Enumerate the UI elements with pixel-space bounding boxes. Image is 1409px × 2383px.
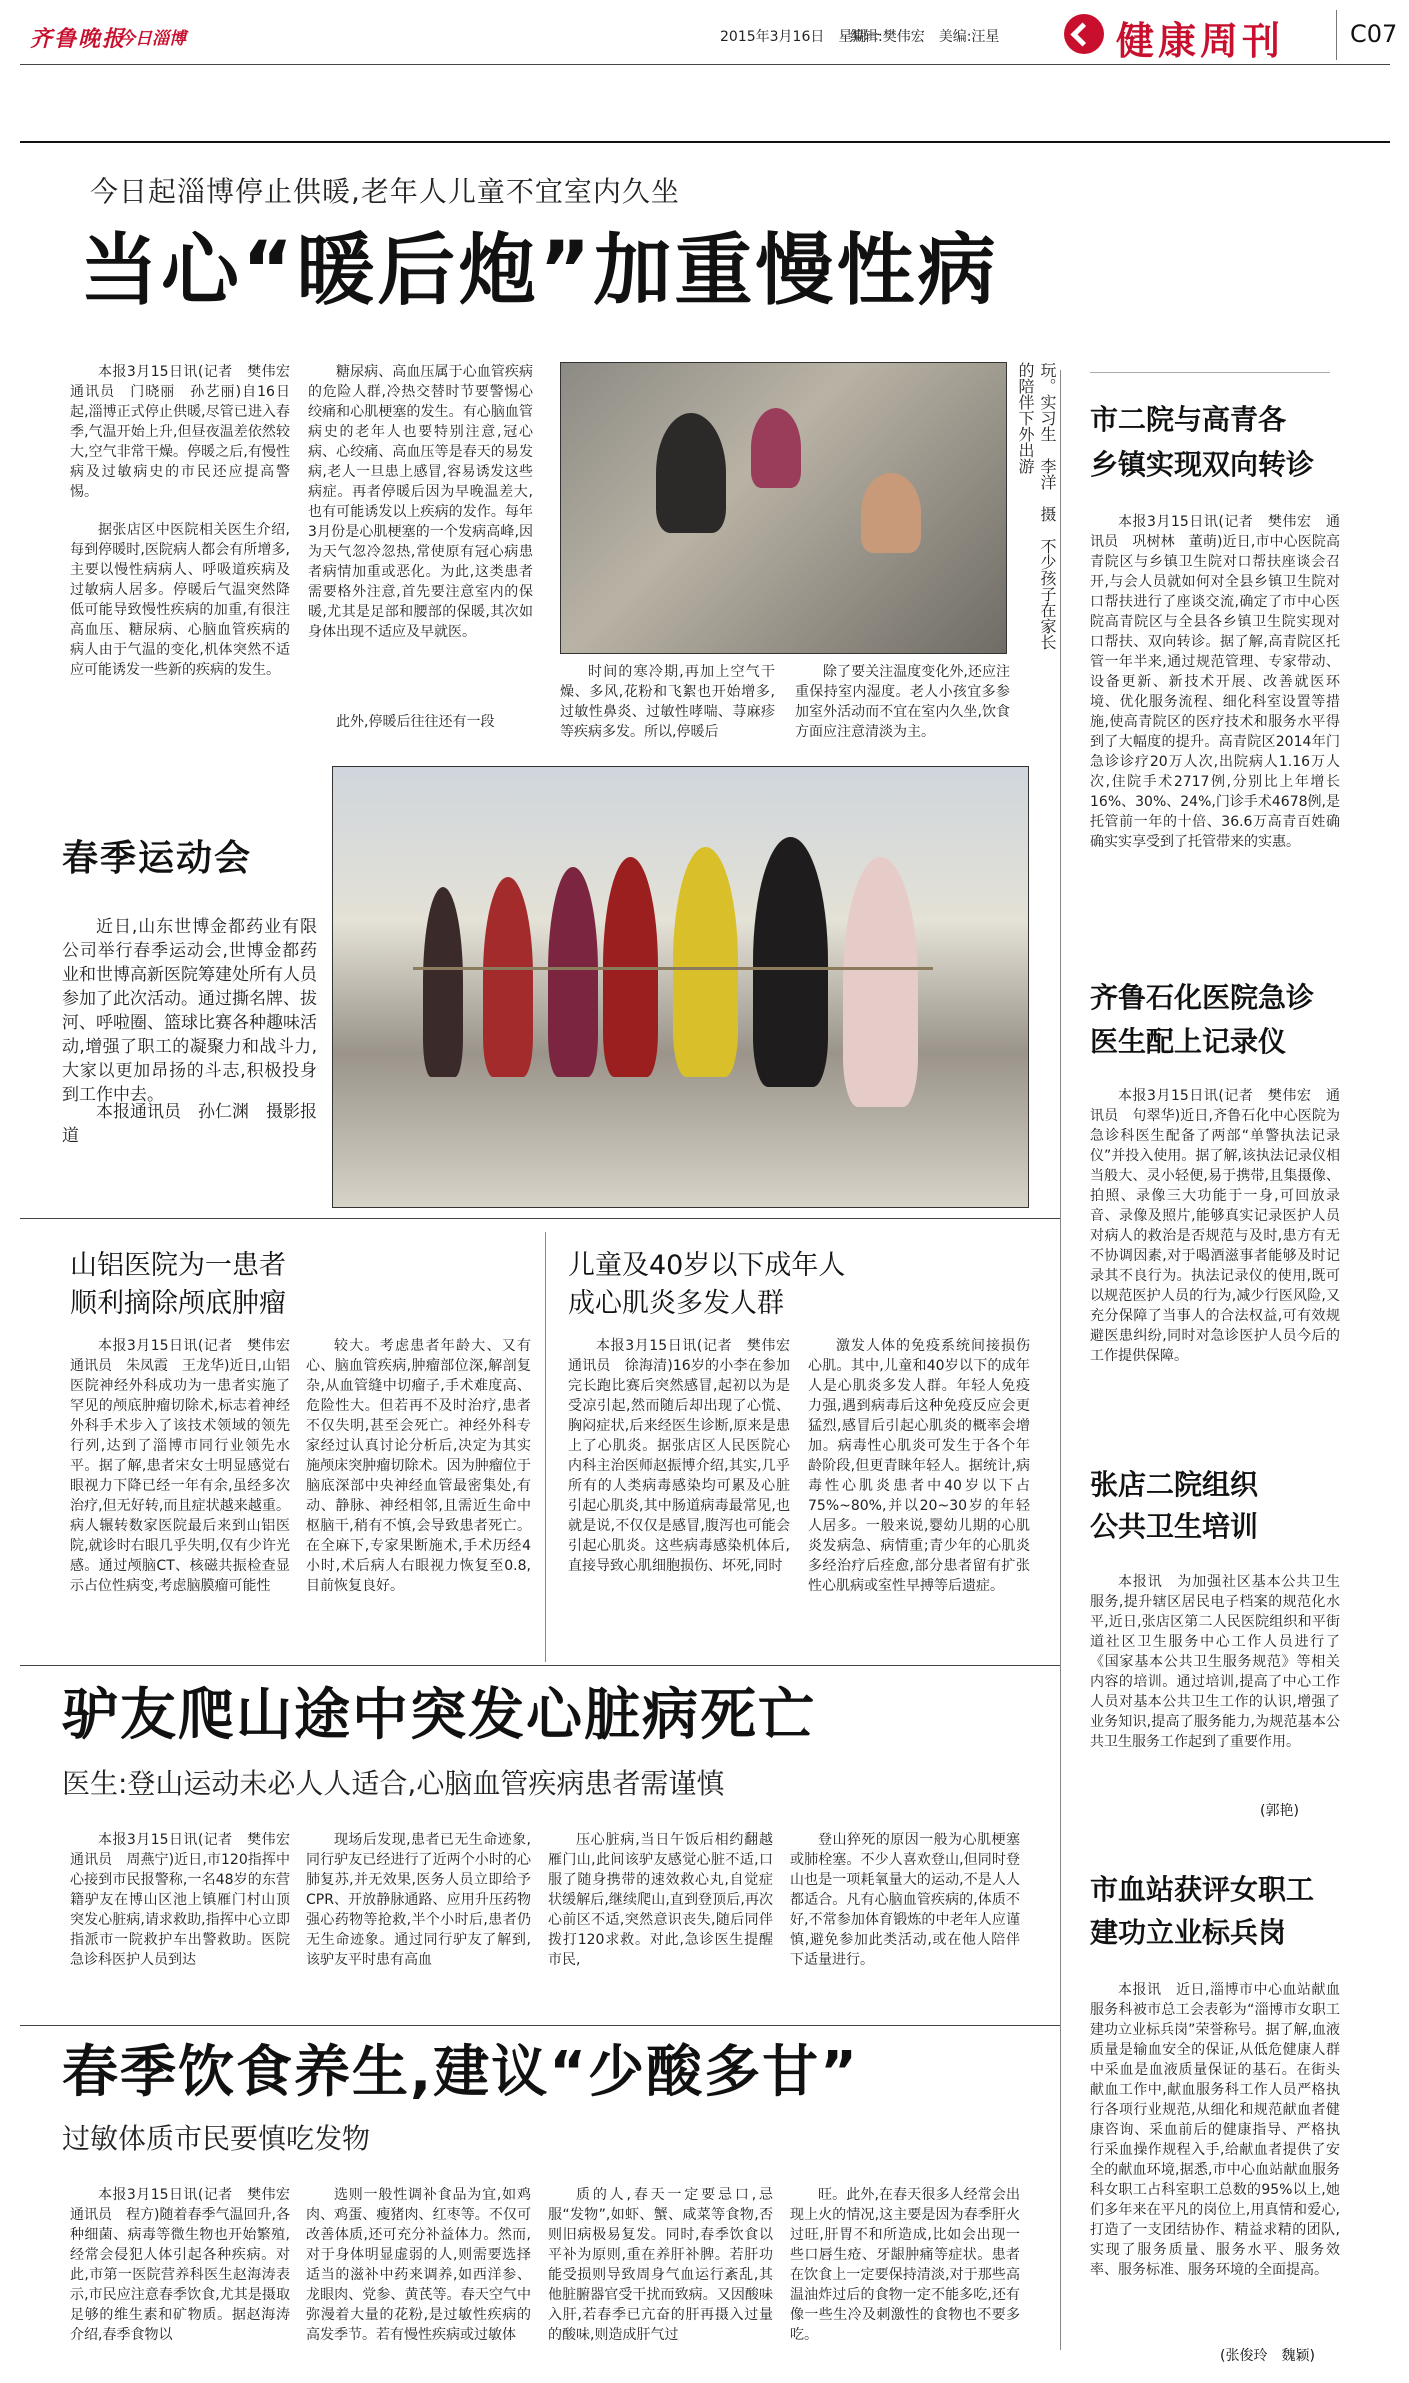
myocarditis-col2: 激发人体的免疫系统间接损伤心肌。其中,儿童和40岁以下的成年人是心肌炎多发人群。年轻人免疫力强,遇到病毒后这种免疫反应会更猛烈,感冒后引起心肌炎的概率会增加。病毒性心肌炎可发生于各个年龄阶段,但更青睐年轻人。据统计,病毒性心肌炎患者中40岁以下占75%~80%,并以20~30岁的年轻人居多。一般来说,婴幼儿期的心肌炎发病急、病情重;青少年的心肌炎多经治疗后痊愈,部分患者留有扩张性心肌病或室性早搏等后遗症。: [808, 1338, 1030, 1594]
header-rule: [20, 64, 1390, 65]
sidebar3-headline-1: 张店二院组织: [1090, 1468, 1259, 1501]
sidebar2-text: 本报3月15日讯(记者 樊伟宏 通讯员 句翠华)近日,齐鲁石化中心医院为急诊科医生配备了两部“单警执法记录仪”并投入使用。据了解,该执法记录仪相当般大、灵小轻便,易于携带,且集摄像、拍照、录像三大功能于一身,可回放录音、录像及照片,能够真实记录医护人员对病人的救治是否规范与及时,患方有无不协调因素,对于喝酒滋事者能够及时记录其不良行为。执法记录仪的使用,既可以规范医护人员的行为,减少行医风险,又充分保障了当事人的合法权益,可有效规避医患纠纷,同时对急诊医护人员今后的工作提供保障。: [1090, 1088, 1340, 1364]
diet-headline: 春季饮食养生,建议“少酸多甘”: [62, 2040, 859, 2105]
lead-col3: 时间的寒冷期,再加上空气干燥、多风,花粉和飞絮也开始增多,过敏性鼻炎、过敏性哮喘、荨麻疹等疾病多发。所以,停暖后: [560, 664, 775, 740]
lead-col1-p2: 据张店区中医院相关医生介绍,每到停暖时,医院病人都会有所增多,主要以慢性病病人、呼吸道疾病及过敏病人居多。停暖后气温突然降低可能导致慢性疾病的加重,有很注高血压、糖尿病、心脑血管疾病的病人由于气温的变化,机体突然不适应可能诱发一些新的疾病的发生。: [70, 522, 290, 678]
mid-rule: [20, 1218, 1060, 1219]
sidebar-top-rule: [1090, 372, 1330, 373]
lead-col4: 除了要关注温度变化外,还应注重保持室内湿度。老人小孩宜多参加室外活动而不宜在室内久坐,饮食方面应注意清淡为主。: [795, 664, 1010, 740]
date-line: 2015年3月16日 星期一: [720, 29, 881, 45]
sidebar4-headline-1: 市血站获评女职工: [1090, 1873, 1315, 1906]
hiking-subhead: 医生:登山运动未必人人适合,心脑血管疾病患者需谨慎: [62, 1767, 725, 1800]
edition-name: 今日淄博: [118, 29, 186, 49]
sports-credit: 本报通讯员 孙仁渊 摄影报道: [62, 1102, 317, 1146]
story-divider: [545, 1232, 546, 1662]
sports-headline: 春季运动会: [62, 838, 253, 879]
sidebar4-headline-2: 建功立业标兵岗: [1090, 1916, 1287, 1949]
diet-subhead: 过敏体质市民要慎吃发物: [62, 2122, 371, 2155]
editor-line: 编辑:樊伟宏 美编:汪星: [850, 29, 1000, 45]
hiking-rule: [20, 1665, 1060, 1666]
myocarditis-headline-2: 成心肌炎多发人群: [568, 1288, 784, 1319]
hiking-col4: 登山猝死的原因一般为心肌梗塞或肺栓塞。不少人喜欢登山,但同时登山也是一项耗氧量大的运动,不是人人都适合。凡有心脑血管疾病的,体质不好,不常参加体育锻炼的中老年人应谨慎,避免参加此类活动,或在他人陪伴下适量进行。: [790, 1832, 1020, 1968]
page-number: C07: [1350, 20, 1398, 48]
sidebar4-text: 本报讯 近日,淄博市中心血站献血服务科被市总工会表彰为“淄博市女职工建功立业标兵岗”荣誉称号。据了解,血液质量是输血安全的保证,从低危健康人群中采血是血液质量保证的基石。在街头献血工作中,献血服务科工作人员严格执行各项行业规范,从细化和规范献血者健康咨询、采血前后的健康指导、严格执行采血操作规程入手,给献血者提供了安全的献血环境,据悉,市中心血站献血服务科女职工占科室职工总数的95%以上,她们多年来在平凡的岗位上,用真情和爱心,打造了一支团结协作、精益求精的团队,实现了服务质量、服务水平、服务效率、服务标准、服务环境的全面提高。: [1090, 1982, 1340, 2278]
hiking-col1: 本报3月15日讯(记者 樊伟宏 通讯员 周燕宁)近日,市120指挥中心接到市民报警称,一名48岁的东营籍驴友在博山区池上镇雁门村山顶突发心脏病,请求救助,指挥中心立即指派市一院救护车出警救助。医院急诊科医护人员到达: [70, 1832, 304, 1968]
tumor-headline-2: 顺利摘除颅底肿瘤: [70, 1288, 286, 1319]
diet-col2: 选则一般性调补食品为宜,如鸡肉、鸡蛋、瘦猪肉、红枣等。不仅可改善体质,还可充分补益体力。然而,对于身体明显虚弱的人,则需要选择适当的滋补中药来调养,如西洋参、龙眼肉、党参、黄芪等。春天空气中弥漫着大量的花粉,是过敏性疾病的高发季节。若有慢性疾病或过敏体: [306, 2187, 531, 2343]
lead-headline: 当心“暖后炮”加重慢性病: [80, 226, 999, 316]
hiking-col2: 现场后发现,患者已无生命迹象,同行驴友已经进行了近两个小时的心肺复苏,并无效果,医务人员立即给予CPR、开放静脉通路、应用升压药物强心药物等抢救,半个小时后,患者仍无生命迹象。通过同行驴友了解到,该驴友平时患有高血: [306, 1832, 531, 1968]
sidebar1-text: 本报3月15日讯(记者 樊伟宏 通讯员 巩树林 董萌)近日,市中心医院高青院区与乡镇卫生院对口帮扶座谈会召开,与会人员就如何对全县乡镇卫生院对口帮扶进行了座谈交流,确定了市中心医院高青院区与全县各乡镇卫生院实现对口帮扶、双向转诊。据了解,高青院区托管一年半来,通过规范管理、专家带动、设备更新、新技术开展、改善就医环境、优化服务流程、细化科室设置等措施,使高青院区的医疗技术和服务水平得到了大幅度的提升。高青院区2014年门急诊诊疗20万人次,出院病人1.16万人次,住院手术2717例,分别比上年增长16%、30%、24%,门诊手术4678例,是托管前一年的十倍、36.6万高青百姓确确实实享受到了托管带来的实惠。: [1090, 514, 1340, 850]
sidebar2-headline-2: 医生配上记录仪: [1090, 1025, 1287, 1058]
sidebar4-author: (张俊玲 魏颖): [1220, 2348, 1315, 2364]
sidebar1-headline-1: 市二院与高青各: [1090, 403, 1287, 436]
top-rule: [20, 141, 1390, 143]
lead-col1-p1: 本报3月15日讯(记者 樊伟宏 通讯员 门晓丽 孙艺丽)自16日起,淄博正式停止供暖,尽管已进入春季,气温开始上升,但昼夜温差依然较大,空气非常干燥。停暖之后,有慢性病及过敏病史的市民还应提高警惕。: [70, 364, 304, 500]
header-divider: [1336, 10, 1337, 60]
myocarditis-col1: 本报3月15日讯(记者 樊伟宏 通讯员 徐海清)16岁的小李在参加完长跑比赛后突然感冒,起初以为是受凉引起,然而随后却出现了心慌、胸闷症状,后来经医生诊断,原来是患上了心肌炎。据张店区人民医院心内科主治医师赵振博介绍,其实,几乎所有的人类病毒感染均可累及心脏引起心肌炎,其中肠道病毒最常见,也就是说,不仅仅是感冒,腹泻也可能会引起心肌炎。这些病毒感染机体后,直接导致心肌细胞损伤、坏死,同时: [568, 1338, 804, 1574]
lead-col2-p1: 糖尿病、高血压属于心血管疾病的危险人群,冷热交替时节要警惕心绞痛和心肌梗塞的发生。有心脑血管病史的老年人也要特别注意,冠心病、心绞痛、高血压等是春天的易发病,老人一旦患上感冒,容易诱发这些病症。再者停暖后因为早晚温差大,也有可能诱发以上疾病的发作。每年3月份是心肌梗塞的一个发病高峰,因为天气忽冷忽热,常使原有冠心病患者病情加重或恶化。为此,这类患者需要格外注意,首先要注意室内的保暖,尤其是足部和腰部的保暖,其次如身体出现不适应及早就医。: [308, 364, 533, 640]
sports-text: 近日,山东世博金都药业有限公司举行春季运动会,世博金都药业和世博高新医院筹建处所有人员参加了此次活动。通过撕名牌、拔河、呼啦圈、篮球比赛各种趣味活动,增强了职工的凝聚力和战斗力,大家以更加昂扬的斗志,积极投身到工作中去。: [62, 917, 317, 1105]
sidebar1-headline-2: 乡镇实现双向转诊: [1090, 448, 1315, 481]
lead-photo-caption: 玩。实习生 李洋 摄 不少孩子在家长的陪伴下外出游: [1016, 362, 1057, 650]
tumor-headline-1: 山铝医院为一患者: [70, 1250, 286, 1281]
sidebar3-text: 本报讯 为加强社区基本公共卫生服务,提升辖区居民电子档案的规范化水平,近日,张店区第二人民医院组织和平街道社区卫生服务中心工作人员进行了《国家基本公共卫生服务规范》等相关内容的培训。通过培训,提高了中心工作人员对基本公共卫生工作的认识,增强了业务知识,提高了服务能力,为规范基本公共卫生服务工作起到了重要作用。: [1090, 1574, 1340, 1750]
tumor-col1: 本报3月15日讯(记者 樊伟宏 通讯员 朱凤霞 王龙华)近日,山铝医院神经外科成功为一患者实施了罕见的颅底肿瘤切除术,标志着神经外科手术步入了该技术领域的领先行列,达到了淄博市同行业领先水平。据了解,患者宋女士明显感觉右眼视力下降已经一年有余,虽经多次治疗,但无好转,而且症状越来越重。病人辗转数家医院最后来到山铝医院,就诊时右眼几乎失明,仅有少许光感。通过颅脑CT、核磁共振检查显示占位性病变,考虑脑膜瘤可能性: [70, 1338, 304, 1594]
section-title: 健康周刊: [1116, 19, 1285, 63]
section-arrow-icon: [1064, 14, 1104, 54]
lead-kicker: 今日起淄博停止供暖,老年人儿童不宜室内久坐: [90, 175, 680, 208]
sidebar-divider: [1060, 370, 1061, 2350]
sports-photo: [332, 766, 1029, 1208]
diet-col4: 旺。此外,在春天很多人经常会出现上火的情况,这主要是因为春季肝火过旺,肝胃不和所造成,比如会出现一些口唇生疮、牙龈肿痛等症状。患者在饮食上一定要保持清淡,对于那些高温油炸过后的食物一定不能多吃,还有像一些生冷及刺激性的食物也不要多吃。: [790, 2187, 1020, 2343]
hiking-col3: 压心脏病,当日午饭后相约翻越雁门山,此间该驴友感觉心脏不适,口服了随身携带的速效救心丸,自觉症状缓解后,继续爬山,直到登顶后,再次心前区不适,突然意识丧失,随后同伴拨打120求救。对此,急诊医生提醒市民,: [548, 1832, 773, 1968]
diet-col3: 质的人,春天一定要忌口,忌服“发物”,如虾、蟹、咸菜等食物,否则旧病极易复发。同时,春季饮食以平补为原则,重在养肝补脾。若肝功能受损则导致周身气血运行紊乱,其他脏腑器官受干扰而致病。又因酸味入肝,若春季已亢奋的肝再摄入过量的酸味,则造成肝气过: [548, 2187, 773, 2343]
paper-name: 齐鲁晚报: [30, 26, 127, 52]
sidebar3-headline-2: 公共卫生培训: [1090, 1510, 1259, 1543]
sidebar3-author: (郭艳): [1260, 1803, 1299, 1819]
diet-rule: [20, 2025, 1060, 2026]
diet-col1: 本报3月15日讯(记者 樊伟宏 通讯员 程方)随着春季气温回升,各种细菌、病毒等微生物也开始繁殖,经常会侵犯人体引起各种疾病。对此,市第一医院营养科医生赵海涛表示,市民应注意春季饮食,尤其是摄取足够的维生素和矿物质。据赵海涛介绍,春季食物以: [70, 2187, 304, 2343]
lead-col2-p2: 此外,停暖后往往还有一段: [336, 714, 495, 730]
tumor-col2: 较大。考虑患者年龄大、又有心、脑血管疾病,肿瘤部位深,解剖复杂,从血管缝中切瘤子,手术难度高、危险性大。但若再不及时治疗,患者不仅失明,甚至会死亡。神经外科专家经过认真讨论分析后,决定为其实施颅床突肿瘤切除术。因为肿瘤位于脑底深部中央神经血管最密集处,有动、静脉、神经相邻,且需近生命中枢脑干,稍有不慎,会导致患者死亡。在全麻下,专家果断施术,手术历经4小时,术后病人右眼视力恢复至0.8,目前恢复良好。: [306, 1338, 531, 1594]
hiking-headline: 驴友爬山途中突发心脏病死亡: [62, 1683, 816, 1748]
sidebar2-headline-1: 齐鲁石化医院急诊: [1090, 981, 1315, 1014]
myocarditis-headline-1: 儿童及40岁以下成年人: [568, 1250, 846, 1281]
lead-photo: [560, 362, 1007, 654]
